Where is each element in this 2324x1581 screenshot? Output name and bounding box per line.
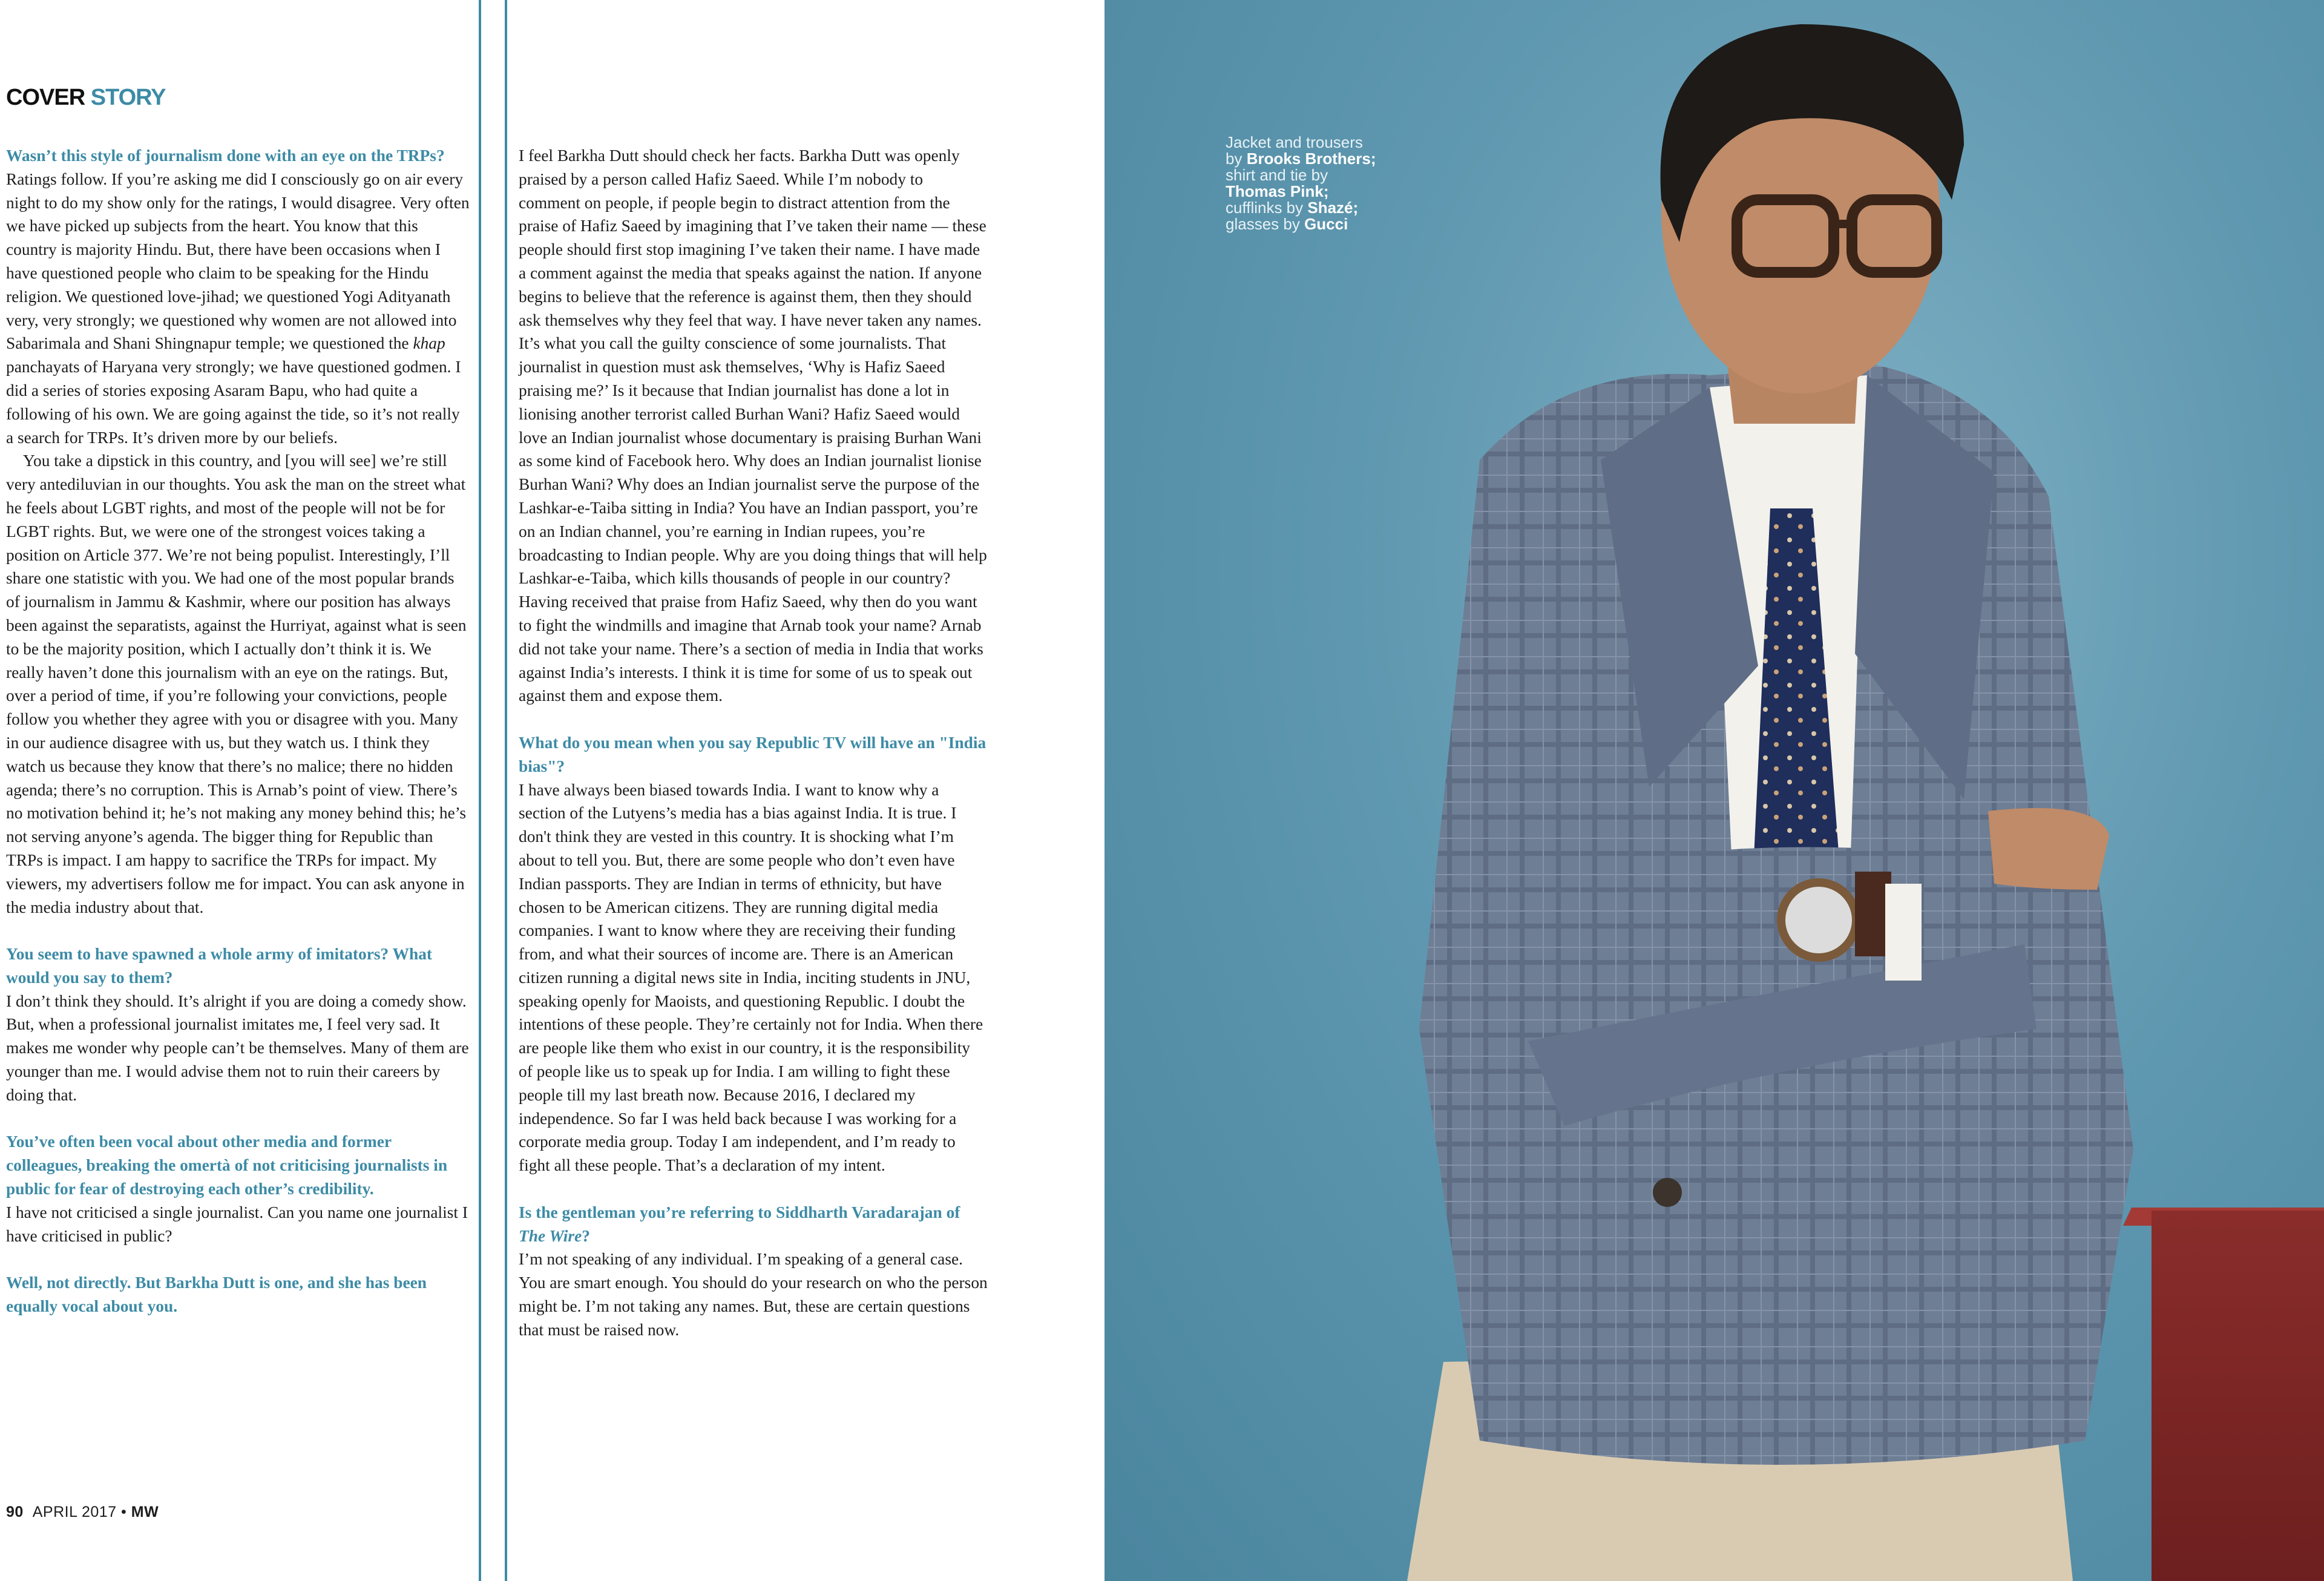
answer-paragraph: Ratings follow. If you’re asking me did I consciously go on air every night to do my show only for the ratings, I would disagree. Very often we have picked up subjects from the heart. You know that this country is majority Hindu. But, there have been occasions when I have questioned people who claim to be speaking for the Hindu religion. We questioned love-jihad; we questioned Yogi Adityanath very, very strongly; we questioned why women are not allowed into Sabarimala and Shani Shingnapur temple; we questioned the khap panchayats of Haryana very strongly; we have questioned godmen. I did a series of stories exposing Asaram Bapu, who had quite a following of his own. We are going against the tide, so it’s not really a search for TRPs. It’s driven more by our beliefs. bbox=[6, 169, 470, 447]
portrait-photo bbox=[1105, 0, 2324, 1581]
article-column-2 bbox=[519, 144, 988, 1342]
answer-paragraph: I have always been biased towards India. I want to know why a section of the Lutyens’s media has a bias against India. It is true. I don't think they are vested in this country. It is shocking what I’m about to tell you. But, there are some people who don’t even have Indian passports. They are Indian in terms of ethnicity, but have chosen to be American citizens. They are running digital media companies. I want to know where they are receiving their funding from, and what their sources of income are. There is an American citizen running a digital news site in India, inciting students in JNU, speaking openly for Maoists, and questioning Republic. I doubt the intentions of these people. They’re certainly not for India. When there are people like them who exist in our country, it is the responsibility of people like us to speak up for India. I am willing to fight these people till my last breath now. Because 2016, I declared my independence. So far I was held back because I was working for a corporate media group. Today I am independent, and I’m ready to fight all these people. That’s a declaration of my intent. bbox=[519, 780, 983, 1175]
article-column-1 bbox=[6, 144, 471, 1318]
question: What do you mean when you say Republic TV will have an "India bias"? bbox=[519, 733, 986, 775]
answer-paragraph: You take a dipstick in this country, and [you will see] we’re still very antediluvian in our thoughts. You ask the man on the street what he feels about LGBT rights, and most of the people will not be for LGBT rights. But, we were one of the strongest voices taking a position on Article 377. We’re not being populist. Interestingly, I’ll share one statistic with you. We had one of the most popular brands of journalism in Jammu & Kashmir, where our position has always been against the separatists, against the Hurriyat, against what is seen to be the majority position, which I actually don’t think it is. We really haven’t done this journalism with an eye on the ratings. But, over a period of time, if you’re following your convictions, people follow you whether they agree with you or disagree with you. Many in our audience disagree with us, but they watch us. I think they watch us because they know that there’s no malice; there no hidden agenda; there’s no corruption. This is Arnab’s point of view. There’s no motivation behind it; he’s not making any money behind this; he’s not serving anyone’s agenda. The bigger thing for Republic than TRPs is impact. I am happy to sacrifice the TRPs for impact. My viewers, my advertisers follow me for impact. You can ask anyone in the media industry about that. bbox=[6, 452, 467, 916]
question: Is the gentleman you’re referring to Siddharth Varadarajan of The Wire? bbox=[519, 1203, 960, 1245]
page-folio: 90 APRIL 2017 • MW bbox=[6, 1504, 159, 1520]
article-page bbox=[0, 0, 1105, 1581]
question: You seem to have spawned a whole army of imitators? What would you say to them? bbox=[6, 945, 433, 987]
answer-paragraph: I feel Barkha Dutt should check her facts. Barkha Dutt was openly praised by a person called Hafiz Saeed. While I’m nobody to comment on people, if people begin to distract attention from the praise of Hafiz Saeed by imagining that I’ve taken their name — these people should first stop imagining I’ve taken their name. I have made a comment against the media that speaks against the nation. If anyone begins to believe that the reference is against them, then they should ask themselves why they feel that way. I have never taken any names. It’s what you call the guilty conscience of some journalists. That journalist in question must ask themselves, ‘Why is Hafiz Saeed praising me?’ Is it because that Indian journalist has done a lot in lionising another terrorist called Burhan Wani? Hafiz Saeed would love an Indian journalist whose documentary is praising Burhan Wani as some kind of Facebook hero. Why does an Indian journalist lionise Burhan Wani? Why does an Indian journalist serve the purpose of the Lashkar-e-Taiba sitting in India? You have an Indian passport, you’re on an Indian channel, you’re earning in Indian rupees, you’re broadcasting to Indian people. Why are you doing things that will help Lashkar-e-Taiba, which kills thousands of people in our country? Having received that praise from Hafiz Saeed, why then do you want to fight the windmills and imagine that Arnab took your name? Arnab did not take your name. There’s a section of media in India that works against India’s interests. I think it is time for some of us to speak out against them and expose them. bbox=[519, 146, 987, 705]
answer-paragraph: I don’t think they should. It’s alright if you are doing a comedy show. But, when a professional journalist imitates me, I feel very sad. It makes me wonder why people can’t be themselves. Many of them are younger than me. I would advise them not to ruin their careers by doing that. bbox=[6, 991, 469, 1104]
section-kicker: COVER STORY bbox=[6, 85, 166, 110]
question: Wasn’t this style of journalism done with an eye on the TRPs? bbox=[6, 146, 445, 165]
portrait-figure bbox=[1105, 0, 2324, 1581]
question: You’ve often been vocal about other media and former colleagues, breaking the omertà of not criticising journalists in public for fear of destroying each other’s credibility. bbox=[6, 1132, 448, 1198]
question: Well, not directly. But Barkha Dutt is one, and she has been equally vocal about you. bbox=[6, 1274, 427, 1316]
column-rule bbox=[505, 0, 507, 1581]
answer-paragraph: I’m not speaking of any individual. I’m speaking of a general case. You are smart enough. You should do your research on who the person might be. I’m not taking any names. But, these are certain questions that must be raised now. bbox=[519, 1250, 988, 1339]
photo-caption: Jacket and trousers by Brooks Brothers; shirt and tie by Thomas Pink; cufflinks by Shazé; glasses by Gucci bbox=[1226, 133, 1376, 233]
column-rule bbox=[479, 0, 481, 1581]
answer-paragraph: I have not criticised a single journalist. Can you name one journalist I have criticised in public? bbox=[6, 1203, 468, 1245]
